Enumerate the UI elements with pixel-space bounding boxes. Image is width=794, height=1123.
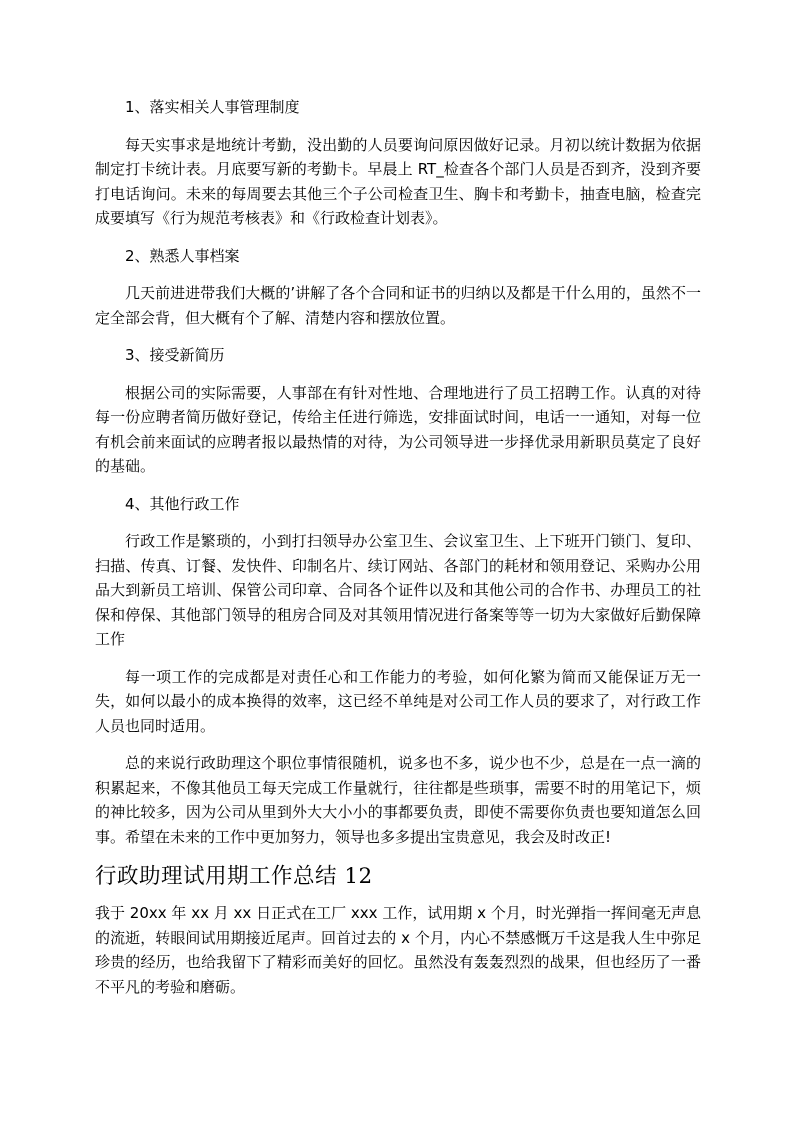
paragraph-probation-intro: 我于 20xx 年 xx 月 xx 日正式在工厂 xxx 工作，试用期 x 个月，时光弹指一挥间毫无声息的流逝，转眼间试用期接近尾声。回首过去的 x 个月，内心不禁感慨万千这是我人生中弥足珍贵的经历，也给我留下了精彩而美好的回忆。虽然没有轰轰烈烈的战果，但也经历了一番不平凡的考验和磨砺。 <box>95 904 701 996</box>
paragraph-personnel-files: 几天前进进带我们大概的’讲解了各个合同和证书的归纳以及都是干什么用的，虽然不一定全部会背，但大概有个了解、清楚内容和摆放位置。 <box>95 284 701 327</box>
paragraph-resumes: 根据公司的实际需要，人事部在有针对性地、合理地进行了员工招聘工作。认真的对待每一份应聘者简历做好登记，传给主任进行筛选，安排面试时间，电话一一通知，对每一位有机会前来面试的应聘者报以最热情的对待，为公司领导进一步择优录用新职员莫定了良好的基础。 <box>95 383 701 475</box>
section-heading-3: 3、接受新简历 <box>125 346 225 364</box>
section-heading-1: 1、落实相关人事管理制度 <box>125 98 300 116</box>
paragraph-attendance: 每天实事求是地统计考勤，没出勤的人员要询问原因做好记录。月初以统计数据为依据制定打卡统计表。月底要写新的考勤卡。早晨上 RT_检查各个部门人员是否到齐，没到齐要打电话询问。未来的每周要去其他三个子公司检查卫生、胸卡和考勤卡，抽查电脑，检查完成要填写《行为规范考核表》和《行政检查计划表》。 <box>95 135 701 227</box>
section-title: 行政助理试用期工作总结 12 <box>95 864 373 889</box>
section-heading-4: 4、其他行政工作 <box>125 494 240 513</box>
section-heading-2: 2、熟悉人事档案 <box>125 246 240 265</box>
document-content <box>95 95 701 999</box>
paragraph-responsibility: 每一项工作的完成都是对责任心和工作能力的考验，如何化繁为简而又能保证万无一失，如何以最小的成本换得的效率，这已经不单纯是对公司工作人员的要求了，对行政工作人员也同时适用。 <box>95 667 701 735</box>
paragraph-admin-work: 行政工作是繁琐的，小到打扫领导办公室卫生、会议室卫生、上下班开门锁门、复印、扫描、传真、订餐、发快件、印制名片、续订网站、各部门的耗材和领用登记、采购办公用品大到新员工培训、保管公司印章、合同各个证件以及和其他公司的合作书、办理员工的社保和停保、其他部门领导的租房合同及对其领用情况进行备案等等一切为大家做好后勤保障工作 <box>95 532 701 648</box>
paragraph-summary: 总的来说行政助理这个职位事情很随机，说多也不多，说少也不少，总是在一点一滴的积累起来，不像其他员工每天完成工作量就行，往往都是些琐事，需要不时的用笔记下，烦的神比较多，因为公司从里到外大大小小的事都要负责，即使不需要你负责也要知道怎么回事。希望在未来的工作中更加努力，领导也多多提出宝贵意见，我会及时改正! <box>95 754 701 846</box>
